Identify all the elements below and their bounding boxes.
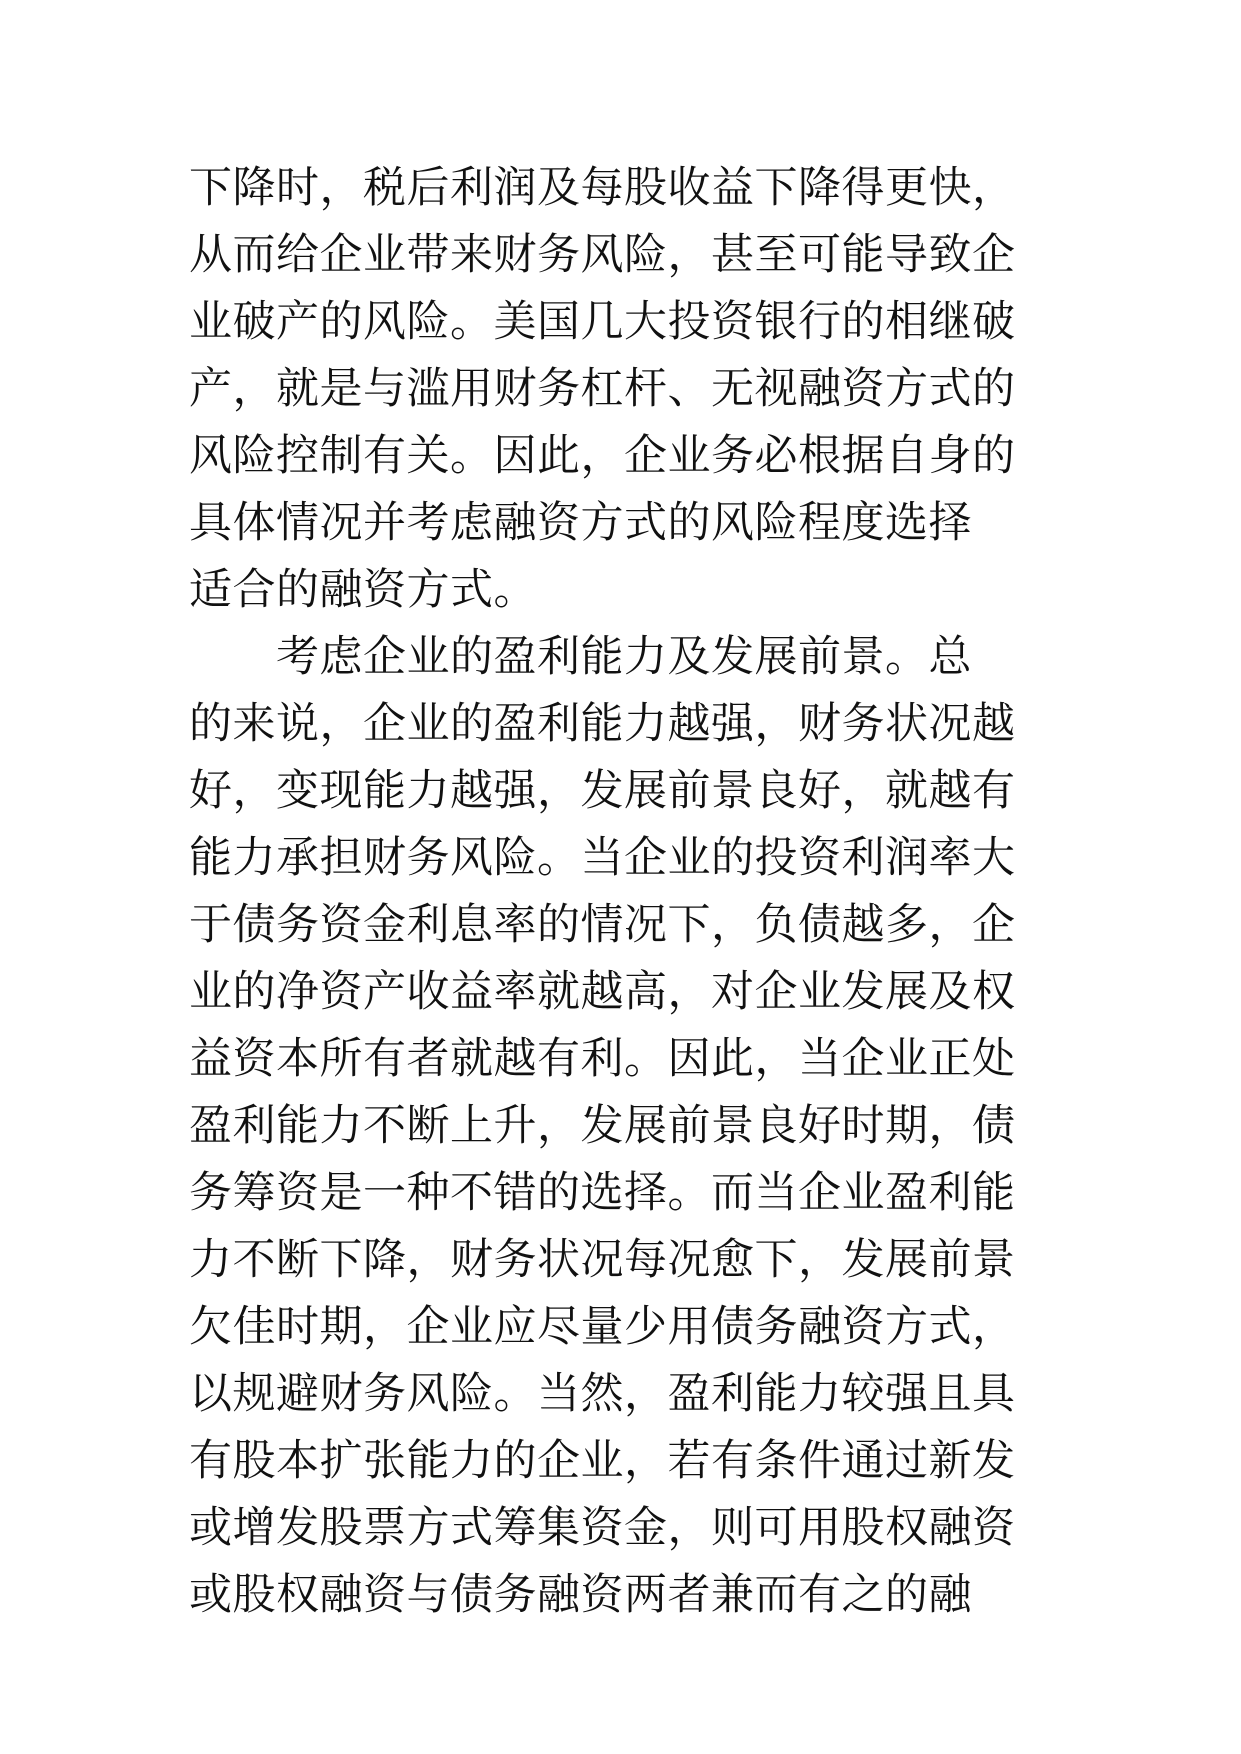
text-line: 风险控制有关。因此，企业务必根据自身的 (189, 431, 1016, 481)
text-line: 考虑企业的盈利能力及发展前景。总 (189, 632, 972, 682)
text-line: 业破产的风险。美国几大投资银行的相继破 (189, 297, 1016, 347)
body-text (189, 155, 1089, 1629)
text-line: 从而给企业带来财务风险，甚至可能导致企 (189, 230, 1016, 280)
text-line: 下降时，税后利润及每股收益下降得更快， (189, 163, 1016, 213)
text-line: 于债务资金利息率的情况下，负债越多，企 (189, 900, 1016, 950)
text-line: 业的净资产收益率就越高，对企业发展及权 (189, 967, 1016, 1017)
text-line: 或增发股票方式筹集资金，则可用股权融资 (189, 1503, 1016, 1553)
text-line: 益资本所有者就越有利。因此，当企业正处 (189, 1034, 1016, 1084)
text-line: 欠佳时期，企业应尽量少用债务融资方式， (189, 1302, 1016, 1352)
text-line: 务筹资是一种不错的选择。而当企业盈利能 (189, 1168, 1016, 1218)
text-line: 适合的融资方式。 (189, 565, 537, 615)
text-line: 具体情况并考虑融资方式的风险程度选择 (189, 498, 972, 548)
text-line: 或股权融资与债务融资两者兼而有之的融 (189, 1570, 972, 1620)
text-line: 以规避财务风险。当然，盈利能力较强且具 (189, 1369, 1016, 1419)
text-line: 力不断下降，财务状况每况愈下，发展前景 (189, 1235, 1016, 1285)
text-line: 好，变现能力越强，发展前景良好，就越有 (189, 766, 1016, 816)
text-line: 盈利能力不断上升，发展前景良好时期，债 (189, 1101, 1016, 1151)
text-line: 有股本扩张能力的企业，若有条件通过新发 (189, 1436, 1016, 1486)
text-line: 的来说，企业的盈利能力越强，财务状况越 (189, 699, 1016, 749)
text-line: 能力承担财务风险。当企业的投资利润率大 (189, 833, 1016, 883)
text-line: 产，就是与滥用财务杠杆、无视融资方式的 (189, 364, 1016, 414)
